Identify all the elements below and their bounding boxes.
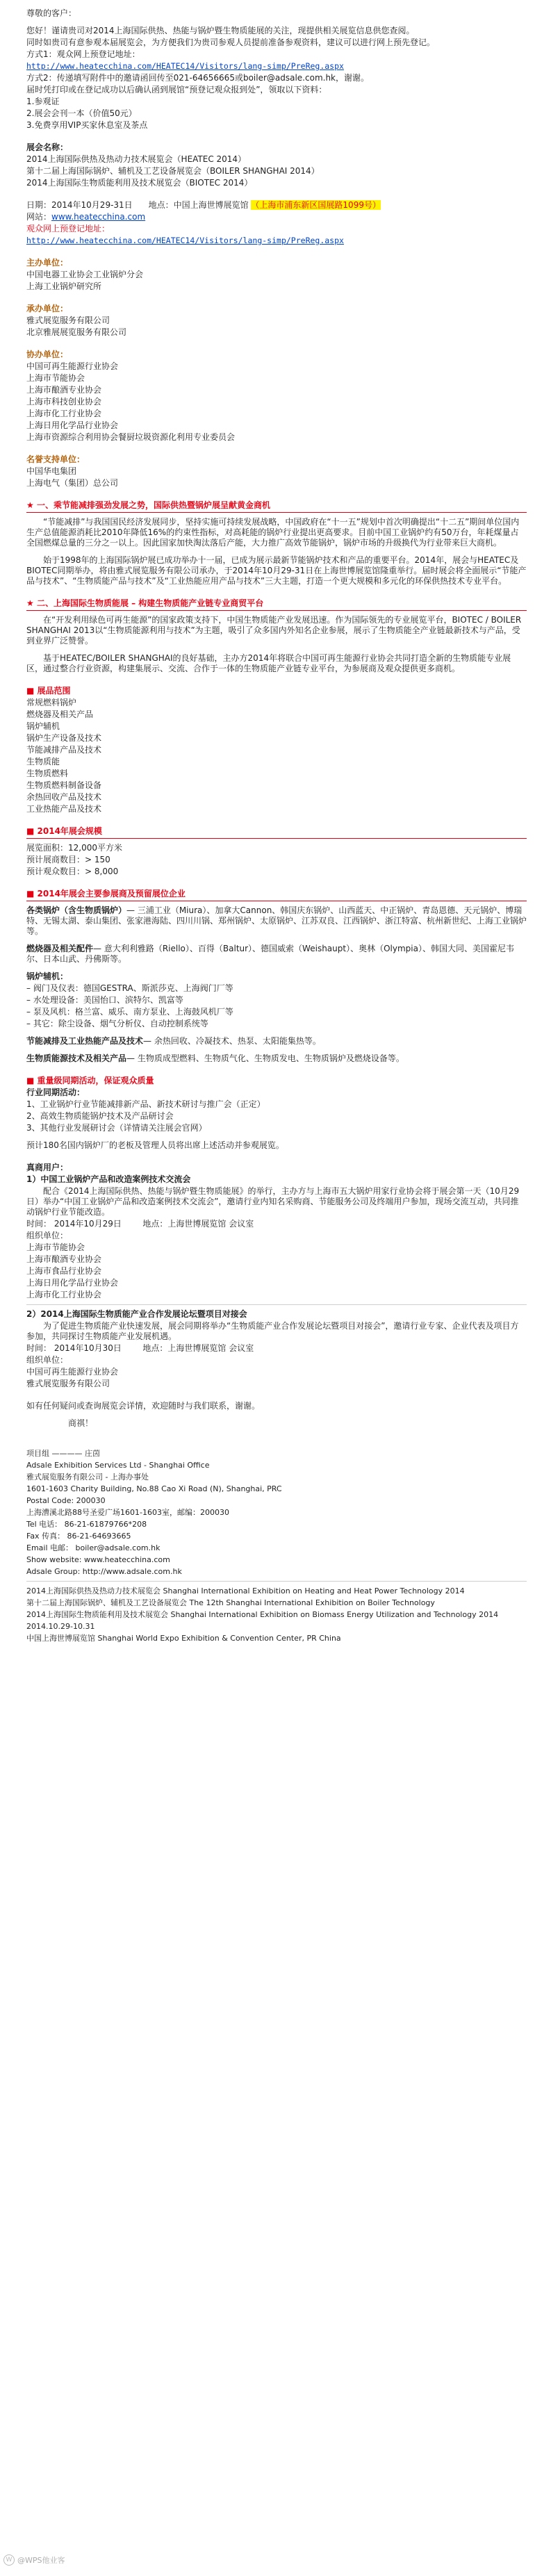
- intro-line-2: 同时如贵司有意参观本届展览会，为方便我们为贵司参观人员提前准备参观资料，建议可以进行网上预先登记。: [26, 38, 436, 47]
- section2-para-1: 在“开发利用绿色可再生能源”的国家政策支持下，中国生物质能产业发展迅速。作为国际领先的专业展览平台，BIOTEC / BOILER SHANGHAI 2013以“生物质能源利用与技术”为主题，吸引了众多国内外知名企业参展，展示了生物质能全产业链最新技术与产品，受到业界广泛赞誉。: [26, 615, 522, 646]
- co-organizer-7: 上海市资源综合利用协会餐厨垃圾资源化利用专业委员会: [26, 432, 236, 442]
- buyers-title: 真商用户：: [26, 1163, 69, 1172]
- website-label: 网站：: [26, 212, 52, 222]
- burner-exhibitors: 燃烧器及相关配件— 意大利利雅路（Riello）、百得（Baltur）、德国威索（Weishaupt）、奥林（Olympia）、韩国大同、美国霍尼韦尔、日本山武、丹佛斯等。: [26, 944, 514, 964]
- activity-item: 1、工业锅炉行业节能减排新产品、新技术研讨与推广会（正定）: [26, 1099, 265, 1109]
- organizer-2: 北京雅展展览服务有限公司: [26, 327, 127, 337]
- scale-area: 展览面积：12,000平方米: [26, 843, 122, 853]
- contact-line: Tel 电话： 86-21-61879766*208: [26, 1520, 147, 1529]
- intro-line-3: 方式1：观众网上预登记地址：: [26, 49, 140, 59]
- section-divider: [26, 512, 527, 513]
- greeting: 尊敬的客户：: [26, 8, 77, 18]
- star-bullet-icon: ■: [26, 1076, 38, 1085]
- regards: 商祺！: [68, 1418, 94, 1428]
- star-bullet-icon: ★: [26, 500, 37, 510]
- star-bullet-icon: ■: [26, 826, 38, 836]
- fair-venue-detail: （上海市浦东新区国展路1099号）: [251, 200, 381, 210]
- benefit-3: 3.免费享用VIP买家休息室及茶点: [26, 120, 148, 130]
- fair-venue: 地点：中国上海世博展览馆: [148, 200, 249, 210]
- meeting2-org: 雅式展览服务有限公司: [26, 1379, 110, 1388]
- intro-prereg-link[interactable]: http://www.heatecchina.com/HEATEC14/Visitors/lang-simp/PreReg.aspx: [26, 61, 344, 71]
- fair-name-3: 2014上海国际生物质能利用及技术展览会（BIOTEC 2014）: [26, 178, 253, 188]
- contact-line: Adsale Exhibition Services Ltd - Shanghai Office: [26, 1461, 210, 1470]
- footer-fair-line: 2014上海国际供热及热动力技术展览会 Shanghai International Exhibition on Heating and Heat Power Technology 2014: [26, 1586, 465, 1595]
- exhibit-item: 工业热能产品及技术: [26, 804, 102, 814]
- aux-item: – 阀门及仪表：德国GESTRA、斯派莎克、上海阀门厂等: [26, 983, 233, 993]
- exhibit-item: 燃烧器及相关产品: [26, 709, 94, 719]
- contact-email[interactable]: Email 电邮： boiler@adsale.com.hk: [26, 1543, 161, 1552]
- prereg-label: 观众网上预登记地址：: [26, 224, 110, 233]
- exhibit-item: 节能减排产品及技术: [26, 745, 102, 755]
- co-organizer-1: 中国可再生能源行业协会: [26, 361, 119, 371]
- section-divider: [26, 610, 527, 611]
- exhibit-item: 锅炉辅机: [26, 721, 60, 731]
- benefit-2: 2.展会会刊一本（价值50元）: [26, 108, 137, 118]
- contact-website[interactable]: Show website: www.heatecchina.com: [26, 1555, 170, 1564]
- footer-fairs: [26, 1586, 527, 1643]
- section1-para-1: “节能减排”与我国国民经济发展同步，坚持实施可持续发展战略，中国政府在“十一五”规划中首次明确提出“十二五”期间单位国内生产总值能源消耗比2010年降低16%的约束性指标，对高耗能的锅炉行业提出更高要求。目前中国工业锅炉约有50万台，年耗煤量占全国燃煤总量的三分之一以上。因此国家加快淘汰落后产能，大力推广高效节能锅炉，锅炉市场的升级换代为行业带来巨大商机。: [26, 517, 520, 548]
- supporter-1: 中国电器工业协会工业锅炉分会: [26, 270, 144, 279]
- aux-item: – 其它：除尘设备、烟气分析仪、自动控制系统等: [26, 1019, 208, 1028]
- aux-item: – 水处理设备：美国怡口、滨特尔、凯富等: [26, 995, 183, 1005]
- section6-title: ■ 重量级同期活动，保证观众质量: [26, 1076, 154, 1085]
- contact-line: Fax 传真： 86-21-64693665: [26, 1532, 131, 1541]
- website-link[interactable]: www.heatecchina.com: [51, 212, 146, 222]
- star-bullet-icon: ■: [26, 889, 38, 899]
- meeting2-org: 中国可再生能源行业协会: [26, 1367, 119, 1377]
- fair-name-1: 2014上海国际供热及热动力技术展览会（HEATEC 2014）: [26, 154, 247, 164]
- supporter-2: 上海工业锅炉研究所: [26, 281, 102, 291]
- intro-line-1: 您好！谨请贵司对2014上海国际供热、热能与锅炉暨生物质能展的关注，现提供相关展览信息供您查阅。: [26, 26, 415, 35]
- meeting1-org: 上海市节能协会: [26, 1242, 85, 1252]
- co-organizer-6: 上海日用化学品行业协会: [26, 420, 119, 430]
- section3-title: ■ 展品范围: [26, 686, 71, 696]
- section2-title: ★ 二、上海国际生物质能展 – 构建生物质能产业链专业商贸平台: [26, 598, 264, 608]
- meeting1-org: 上海市食品行业协会: [26, 1266, 102, 1276]
- aux-item: – 泵及风机：格兰富、威乐、南方泵业、上海鼓风机厂等: [26, 1007, 233, 1017]
- footer-fair-line: 2014.10.29-10.31: [26, 1622, 95, 1631]
- meeting1-org: 上海市化工行业协会: [26, 1290, 102, 1299]
- closing-text: 如有任何疑问或查询展览会详情，欢迎随时与我们联系，谢谢。: [26, 1401, 261, 1411]
- divider: [26, 1581, 527, 1582]
- bio-exhibitors: 生物质能源技术及相关产品— 生物质成型燃料、生物质气化、生物质发电、生物质锅炉及燃烧设备等。: [26, 1053, 404, 1063]
- boiler-exhibitors: 各类锅炉（含生物质锅炉）— 三浦工业（Miura）、加拿大Cannon、韩国庆东锅炉、山西蓝天、中正锅炉、青岛恩德、天元锅炉、博瑞特、无锡太湖、泰山集团、张家港海陆、四川川锅、郑州锅炉、太原锅炉、江苏双良、江西锅炉、浙江特富、杭州新世纪、上海工业锅炉等。: [26, 905, 527, 936]
- section1-para-2: 始于1998年的上海国际锅炉展已成功举办十一届，已成为展示最新节能锅炉技术和产品的重要平台。2014年，展会与HEATEC及BIOTEC同期举办，将由雅式展览服务有限公司承办，于2014年10月29-31日在上海世博展览馆隆重举行。届时展会将全面展示“节能产品与技术”、“生物质能产品与技术”及“工业热能应用产品与技术”三大主题，打造一个更大规模和多元化的环保供热技术专业平台。: [26, 555, 527, 586]
- section4-title: ■ 2014年展会规模: [26, 826, 102, 836]
- meeting1-org: 上海日用化学品行业协会: [26, 1278, 119, 1288]
- sponsor-1: 中国华电集团: [26, 466, 77, 476]
- contact-line: 项目组 ———— 庄茵: [26, 1449, 100, 1458]
- exhibit-item: 生物质燃料制备设备: [26, 780, 102, 790]
- intro-line-5: 届时凭打印或在登记成功以后确认函到展馆“预登记观众报到处”，领取以下资料：: [26, 85, 327, 95]
- buyers-para-1: 配合《2014上海国际供热、热能与锅炉暨生物质能展》的举行，主办方与上海市五大锅炉用家行业协会将于展会第一天（10月29日）举办“中国工业锅炉产品和改造案例技术交流会”，邀请行业内知名采购商、节能服务公司及终端用户参加，现场交流互动，共同推动锅炉行业节能改造。: [26, 1186, 520, 1217]
- supporters-title: 主办单位：: [26, 258, 69, 268]
- contact-block: [26, 1448, 527, 1577]
- fair-names-title: 展会名称：: [26, 142, 69, 152]
- section2-para-2: 基于HEATEC/BOILER SHANGHAI的良好基础，主办方2014年将联合中国可再生能源行业协会共同打造全新的生物质能专业展区，通过整合行业资源，构建集展示、交流、合作于一体的生物质能产业链专业平台，为参展商及观众提供更多商机。: [26, 653, 511, 673]
- meeting2-org-title: 组织单位：: [26, 1355, 69, 1365]
- divider: [26, 1304, 527, 1305]
- exhibit-item: 生物质能: [26, 757, 60, 766]
- co-organizer-5: 上海市化工行业协会: [26, 409, 102, 418]
- prereg-link[interactable]: http://www.heatecchina.com/HEATEC14/Visitors/lang-simp/PreReg.aspx: [26, 236, 344, 245]
- watermark: [3, 2552, 101, 2568]
- intro-line-4: 方式2：传递填写附件中的邀请函回传至021-64656665或boiler@adsale.com.hk，谢谢。: [26, 73, 369, 83]
- star-bullet-icon: ■: [26, 686, 38, 696]
- organizer-title: 承办单位：: [26, 304, 69, 313]
- exhibit-item: 锅炉生产设备及技术: [26, 733, 102, 743]
- exhibit-item: 生物质燃料: [26, 769, 69, 778]
- energy-exhibitors: 节能减排及工业热能产品及技术— 余热回收、冷凝技术、热泵、太阳能集热等。: [26, 1036, 321, 1046]
- meeting2-time-place: 时间： 2014年10月30日 地点：上海世博展览馆 会议室: [26, 1343, 254, 1353]
- email-body: [26, 8, 527, 1645]
- footer-fair-line: 2014上海国际生物质能利用及技术展览会 Shanghai International Exhibition on Biomass Energy Utilization and Technology 2014: [26, 1610, 499, 1619]
- activity-item: 3、其他行业发展研讨会（详情请关注展会官网）: [26, 1123, 207, 1133]
- organizer-1: 雅式展览服务有限公司: [26, 315, 110, 325]
- activity-item: 2、高效生物质能锅炉技术及产品研讨会: [26, 1111, 174, 1121]
- co-organizer-3: 上海市酿酒专业协会: [26, 385, 102, 395]
- section-divider: [26, 838, 527, 839]
- watermark-text: @WPS他业客: [17, 2556, 65, 2565]
- contact-line: 上海漕溪北路88号圣爱广场1601-1603室，邮编：200030: [26, 1508, 229, 1517]
- star-bullet-icon: ★: [26, 598, 37, 608]
- meeting1-time-place: 时间： 2014年10月29日 地点：上海世博展览馆 会议室: [26, 1219, 254, 1229]
- exhibit-item: 常规燃料锅炉: [26, 698, 77, 707]
- co-organizer-4: 上海市科技创业协会: [26, 397, 102, 407]
- sponsor-2: 上海电气（集团）总公司: [26, 478, 119, 488]
- scale-exhibitors: 预计展商数目：> 150: [26, 855, 110, 864]
- meeting1-org: 上海市酿酒专业协会: [26, 1254, 102, 1264]
- fair-name-2: 第十二届上海国际锅炉、辅机及工艺设备展览会（BOILER SHANGHAI 2014）: [26, 166, 320, 176]
- buyers-para-2: 为了促进生物质能产业快速发展，展会同期将举办“生物质能产业合作发展论坛暨项目对接会”，邀请行业专家、企业代表及项目方参加，共同探讨生物质能产业发展机遇。: [26, 1321, 519, 1341]
- footer-fair-line: 中国上海世博展览馆 Shanghai World Expo Exhibition & Convention Center, PR China: [26, 1634, 341, 1643]
- co-organizer-title: 协办单位：: [26, 350, 69, 359]
- expect-note: 预计180名国内锅炉厂的老板及管理人员将出席上述活动并参观展览。: [26, 1140, 284, 1150]
- scale-visitors: 预计观众数目：> 8,000: [26, 867, 119, 876]
- benefit-1: 1.参观证: [26, 97, 60, 106]
- buyers-sub-1: 1）中国工业锅炉产品和改造案例技术交流会: [26, 1174, 191, 1184]
- buyers-sub-2: 2）2014上海国际生物质能产业合作发展论坛暨项目对接会: [26, 1309, 247, 1319]
- contact-line: 雅式展览服务有限公司 - 上海办事处: [26, 1472, 149, 1482]
- section5-title: ■ 2014年展会主要参展商及预留展位企业: [26, 889, 186, 899]
- exhibit-item: 余热回收产品及技术: [26, 792, 102, 802]
- contact-line: 1601-1603 Charity Building, No.88 Cao Xi Road (N), Shanghai, PRC: [26, 1484, 282, 1493]
- section1-title: ★ 一、乘节能减排强劲发展之势，国际供热暨锅炉展呈献黄金商机: [26, 500, 270, 510]
- co-organizer-2: 上海市节能协会: [26, 373, 85, 383]
- wps-logo-icon: W: [3, 2554, 15, 2566]
- aux-label: 锅炉辅机：: [26, 971, 69, 981]
- footer-fair-line: 第十二届上海国际锅炉、辅机及工艺设备展览会 The 12th Shanghai International Exhibition on Boiler Technology: [26, 1598, 435, 1607]
- sponsor-title: 名誉支持单位：: [26, 454, 85, 464]
- activities-title: 行业同期活动：: [26, 1088, 85, 1097]
- contact-line: Postal Code: 200030: [26, 1496, 106, 1505]
- contact-group-site[interactable]: Adsale Group: http://www.adsale.com.hk: [26, 1567, 182, 1576]
- fair-date: 日期：2014年10月29-31日: [26, 200, 133, 210]
- meeting1-org-title: 组织单位：: [26, 1231, 69, 1240]
- date-venue-line: [26, 200, 527, 211]
